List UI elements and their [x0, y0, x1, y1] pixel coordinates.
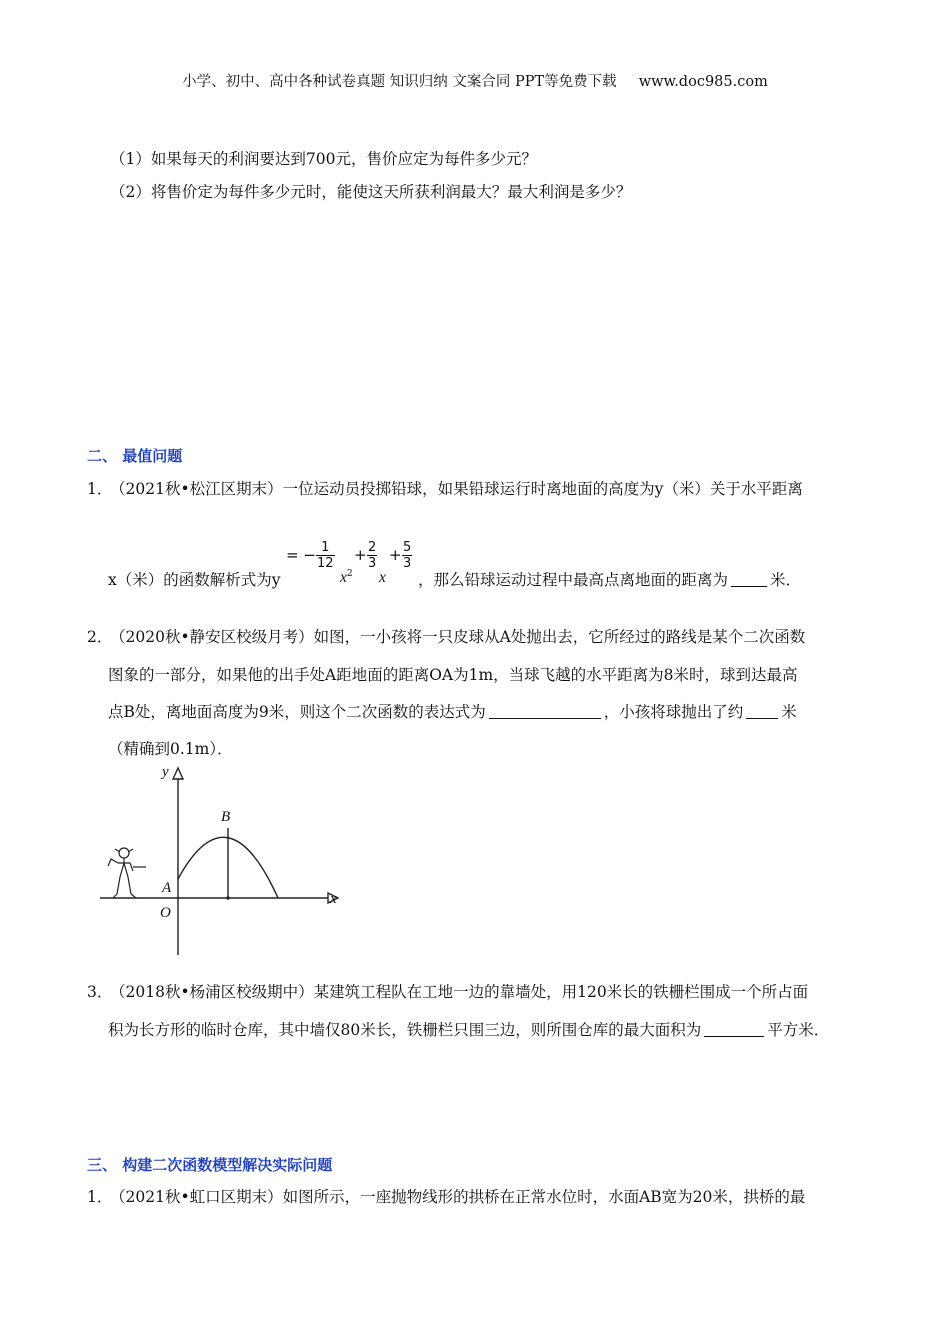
fraction-5-3 — [402, 540, 412, 571]
problem-2-2-line3-mid: ，小孩将球抛出了约 — [603, 703, 744, 721]
child-figure — [108, 848, 146, 898]
parabola-figure — [100, 755, 350, 960]
label-A: A — [162, 880, 172, 896]
fraction-1-12 — [316, 540, 335, 571]
fraction-denominator: 3 — [403, 556, 412, 571]
problem-2-1-line2-post — [418, 568, 801, 590]
vertex-foot-dot — [226, 896, 230, 900]
problem-2-3-line2 — [108, 1018, 829, 1040]
problem-2-2-number: 2． — [87, 628, 113, 646]
question-2: （2）将售价定为每件多少元时，能使这天所获利润最大？最大利润是多少？ — [110, 183, 632, 201]
section-title-2: 二、 最值问题 — [87, 447, 183, 465]
formula-x2 — [340, 568, 353, 587]
answer-blank-area[interactable] — [704, 1021, 764, 1037]
label-O: O — [160, 905, 171, 921]
problem-2-2-line3-pre: 点B处，离地面高度为9米，则这个二次函数的表达式为 — [108, 703, 486, 721]
problem-2-2-line1: （2020秋•静安区校级月考）如图，一小孩将一只皮球从A处抛出去，它所经过的路线是某个二次函数 — [110, 628, 806, 646]
formula-plus-2: + — [389, 546, 402, 564]
page-header — [0, 70, 950, 91]
formula-x: x — [340, 569, 347, 586]
problem-2-3-line2-end: 平方米． — [767, 1021, 830, 1039]
question-1: （1）如果每天的利润要达到700元，售价应定为每件多少元？ — [110, 150, 537, 168]
problem-2-2-line3 — [108, 700, 797, 722]
y-axis-arrow — [173, 768, 183, 779]
problem-3-1-number: 1． — [87, 1188, 113, 1206]
problem-3-1-line1: （2021秋•虹口区期末）如图所示，一座抛物线形的拱桥在正常水位时，水面AB宽为20米，拱桥的最 — [110, 1188, 806, 1206]
fraction-numerator: 1 — [316, 540, 335, 556]
fraction-numerator: 2 — [368, 540, 377, 555]
problem-2-1-line2-end: 米． — [770, 571, 802, 589]
problem-2-1-line1: （2021秋•松江区期末）一位运动员投掷铅球，如果铅球运行时离地面的高度为y（米）关于水平距离 — [110, 480, 803, 498]
problem-2-3-line1: （2018秋•杨浦区校级期中）某建筑工程队在工地一边的靠墙处，用120米长的铁栅栏围成一个所占面 — [110, 983, 809, 1001]
formula-eq: = − — [286, 546, 316, 564]
section-title-3: 三、 构建二次函数模型解决实际问题 — [87, 1156, 333, 1174]
answer-blank-expression[interactable] — [489, 703, 601, 719]
label-y: y — [162, 764, 169, 780]
problem-2-1-line2-post-text: ，那么铅球运动过程中最高点离地面的距离为 — [418, 571, 729, 589]
answer-blank-distance[interactable] — [746, 703, 778, 719]
problem-2-2-line3-end: 米 — [781, 703, 797, 721]
formula-xv — [379, 568, 386, 587]
fraction-numerator: 5 — [403, 540, 412, 555]
problem-2-3-number: 3． — [87, 983, 113, 1001]
fraction-2-3 — [367, 540, 377, 571]
problem-2-3-line2-pre: 积为长方形的临时仓库，其中墙仅80米长，铁栅栏只围三边，则所围仓库的最大面积为 — [108, 1021, 702, 1039]
formula-x-linear: x — [379, 569, 386, 586]
header-site: www.doc985.com — [638, 74, 768, 90]
fraction-denominator: 3 — [368, 556, 377, 571]
formula-plus-1: + — [354, 546, 367, 564]
problem-2-2-line2: 图象的一部分，如果他的出手处A距地面的距离OA为1m，当球飞越的水平距离为8米时，球到达最高 — [108, 666, 798, 684]
label-B: B — [221, 809, 231, 825]
formula-square: 2 — [346, 568, 353, 579]
problem-2-1-line2-pre: x（米）的函数解析式为y — [108, 571, 281, 589]
label-x: x — [330, 891, 337, 907]
answer-blank[interactable] — [731, 571, 767, 587]
problem-2-2-line4: （精确到0.1m）． — [108, 740, 233, 758]
fraction-denominator: 12 — [317, 556, 334, 571]
header-text: 小学、初中、高中各种试卷真题 知识归纳 文案合同 PPT等免费下载 — [182, 74, 617, 90]
problem-2-1-number: 1． — [87, 480, 113, 498]
